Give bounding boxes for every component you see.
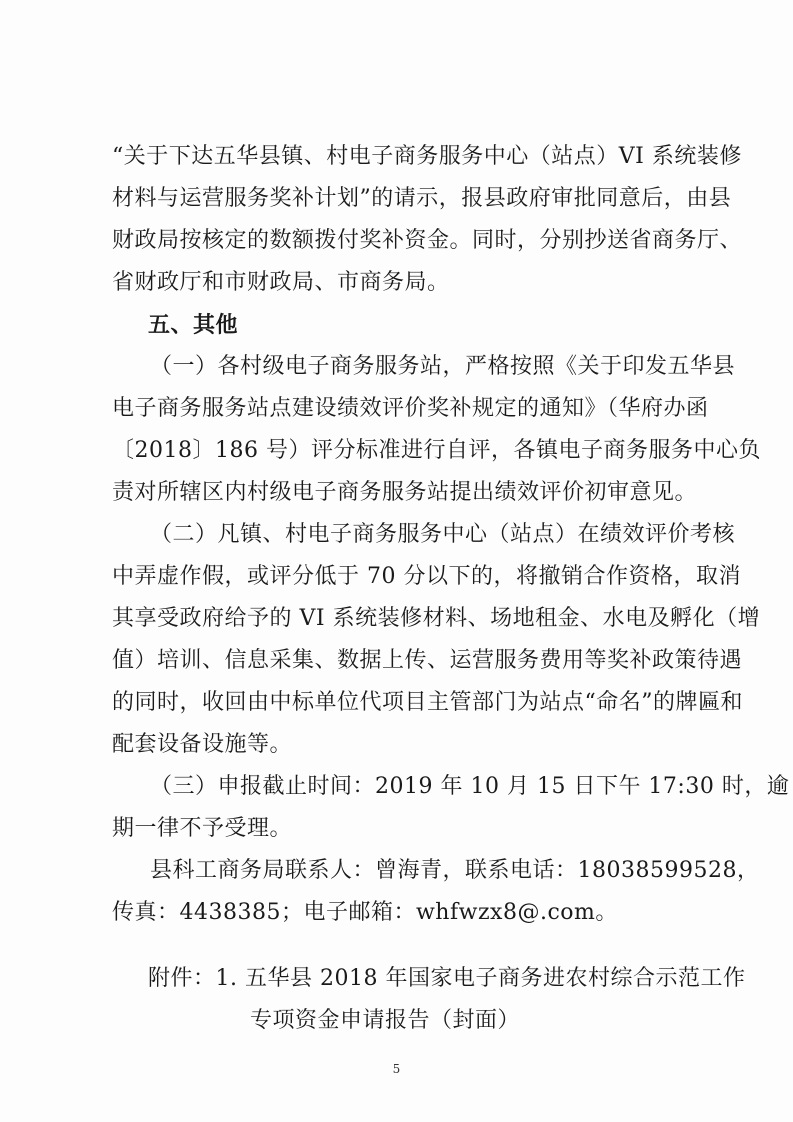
- item-line: 配套设备设施等。: [112, 732, 293, 757]
- attachment-line: 专项资金申请报告（封面）: [250, 1008, 521, 1033]
- item-line: 〔2018〕186 号）评分标准进行自评，各镇电子商务服务中心负: [112, 438, 761, 463]
- paragraph-line: 财政局按核定的数额拨付奖补资金。同时，分别抄送省商务厅、: [112, 228, 743, 253]
- paragraph-line: “关于下达五华县镇、村电子商务服务中心（站点）VI 系统装修: [112, 144, 742, 169]
- item-line: 责对所辖区内村级电子商务服务站提出绩效评价初审意见。: [112, 480, 698, 505]
- contact-line: 传真：4438385；电子邮箱：whfwzx8@.com。: [112, 900, 618, 925]
- item-line: 值）培训、信息采集、数据上传、运营服务费用等奖补政策待遇: [112, 648, 743, 673]
- item-line: （二）凡镇、村电子商务服务中心（站点）在绩效评价考核: [150, 522, 736, 547]
- item-line: 中弄虚作假，或评分低于 70 分以下的，将撤销合作资格，取消: [112, 564, 741, 589]
- item-line: 电子商务服务站点建设绩效评价奖补规定的通知》（华府办函: [112, 396, 709, 421]
- paragraph-line: 材料与运营服务奖补计划”的请示，报县政府审批同意后，由县: [112, 186, 732, 211]
- item-line: 其享受政府给予的 VI 系统装修材料、场地租金、水电及孵化（增: [112, 606, 761, 631]
- contact-line: 县科工商务局联系人：曾海青，联系电话：18038599528，: [150, 858, 760, 883]
- item-line: 的同时，收回由中标单位代项目主管部门为站点“命名”的牌匾和: [112, 690, 743, 715]
- page-number: 5: [392, 1062, 401, 1076]
- paragraph-line: 省财政厅和市财政局、市商务局。: [112, 270, 450, 295]
- section-heading: 五、其他: [148, 312, 239, 338]
- item-line: 期一律不予受理。: [112, 816, 293, 841]
- attachment-line: 附件：1. 五华县 2018 年国家电子商务进农村综合示范工作: [148, 966, 746, 991]
- item-line: （三）申报截止时间：2019 年 10 月 15 日下午 17:30 时，逾: [150, 774, 790, 799]
- item-line: （一）各村级电子商务服务站，严格按照《关于印发五华县: [150, 354, 736, 379]
